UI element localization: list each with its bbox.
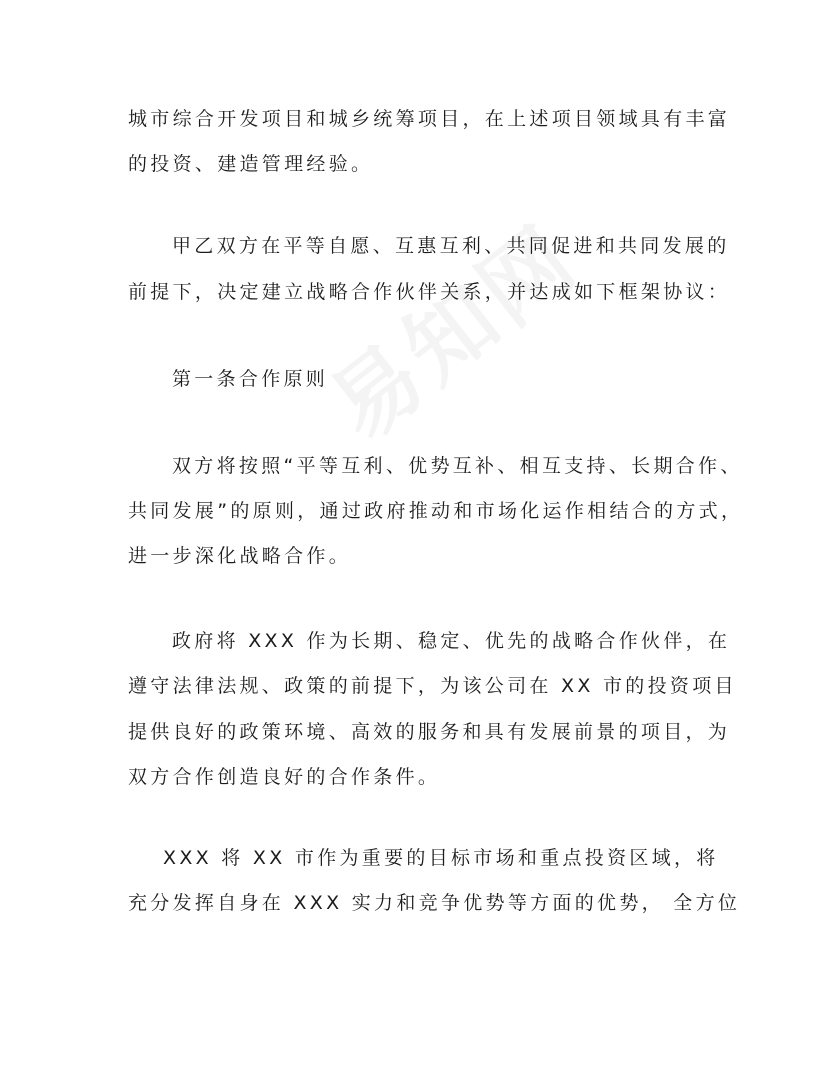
paragraph-line: 甲乙双方在平等自愿、互惠互利、共同促进和共同发展的: [172, 235, 730, 257]
paragraph-line: 进一步深化战略合作。: [128, 545, 352, 567]
paragraph-line: 充分发挥自身在 XXX 实力和竞争优势等方面的优势， 全方位: [128, 892, 741, 914]
paragraph-line: 共同发展”的原则，通过政府推动和市场化运作相结合的方式，: [128, 500, 744, 522]
paragraph-line: 政府将 XXX 作为长期、稳定、优先的战略合作伙伴，在: [172, 630, 731, 652]
paragraph-line: 双方将按照“平等互利、优势互补、相互支持、长期合作、: [172, 455, 743, 477]
watermark: [300, 191, 600, 464]
paragraph-line: 城市综合开发项目和城乡统筹项目，在上述项目领域具有丰富: [128, 108, 731, 130]
paragraph-line: 双方合作创造良好的合作条件。: [128, 766, 441, 788]
paragraph-line: 的投资、建造管理经验。: [128, 153, 374, 175]
paragraph-line: 提供良好的政策环境、高效的服务和具有发展前景的项目，为: [128, 721, 731, 743]
section-heading: 第一条合作原则: [172, 368, 329, 390]
paragraph-line: 前提下，决定建立战略合作伙伴关系，并达成如下框架协议：: [128, 281, 731, 303]
paragraph-line: 遵守法律法规、政策的前提下，为该公司在 XX 市的投资项目: [128, 675, 737, 697]
paragraph-line: XXX 将 XX 市作为重要的目标市场和重点投资区域，将: [163, 847, 719, 869]
